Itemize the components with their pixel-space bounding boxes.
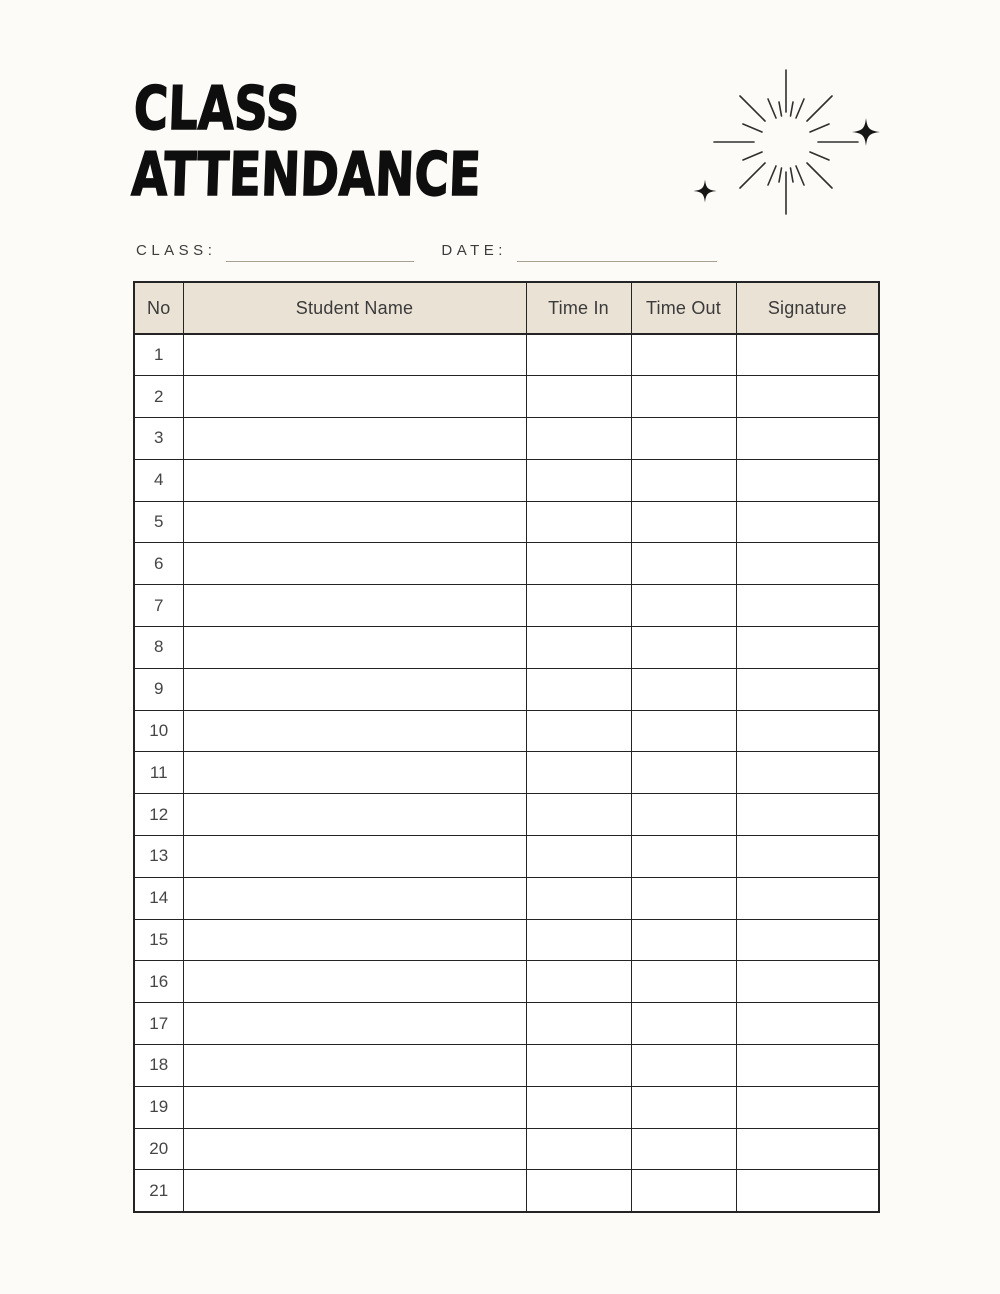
time-in-cell[interactable] bbox=[526, 627, 631, 669]
table-row bbox=[134, 836, 879, 878]
student-name-cell[interactable] bbox=[183, 1170, 526, 1212]
time-in-cell[interactable] bbox=[526, 668, 631, 710]
table-row bbox=[134, 1128, 879, 1170]
time-in-cell[interactable] bbox=[526, 418, 631, 460]
table-row bbox=[134, 877, 879, 919]
student-name-cell[interactable] bbox=[183, 1045, 526, 1087]
signature-cell[interactable] bbox=[736, 376, 879, 418]
signature-cell[interactable] bbox=[736, 794, 879, 836]
time-out-cell[interactable] bbox=[631, 961, 736, 1003]
row-number-cell: 7 bbox=[134, 585, 183, 627]
row-number-cell: 5 bbox=[134, 501, 183, 543]
student-name-cell[interactable] bbox=[183, 501, 526, 543]
student-name-cell[interactable] bbox=[183, 919, 526, 961]
signature-cell[interactable] bbox=[736, 961, 879, 1003]
row-number-cell: 16 bbox=[134, 961, 183, 1003]
time-out-cell[interactable] bbox=[631, 501, 736, 543]
row-number-cell: 19 bbox=[134, 1086, 183, 1128]
time-in-cell[interactable] bbox=[526, 334, 631, 376]
time-out-cell[interactable] bbox=[631, 585, 736, 627]
time-out-cell[interactable] bbox=[631, 919, 736, 961]
signature-cell[interactable] bbox=[736, 877, 879, 919]
signature-cell[interactable] bbox=[736, 752, 879, 794]
class-field-line[interactable] bbox=[226, 242, 414, 262]
table-row bbox=[134, 376, 879, 418]
time-out-cell[interactable] bbox=[631, 1170, 736, 1212]
row-number-cell: 2 bbox=[134, 376, 183, 418]
student-name-cell[interactable] bbox=[183, 710, 526, 752]
signature-cell[interactable] bbox=[736, 627, 879, 669]
time-in-cell[interactable] bbox=[526, 1170, 631, 1212]
signature-cell[interactable] bbox=[736, 1128, 879, 1170]
signature-cell[interactable] bbox=[736, 418, 879, 460]
table-row bbox=[134, 961, 879, 1003]
table-row bbox=[134, 1045, 879, 1087]
signature-cell[interactable] bbox=[736, 710, 879, 752]
header-no: No bbox=[134, 282, 183, 334]
signature-cell[interactable] bbox=[736, 334, 879, 376]
date-field-line[interactable] bbox=[517, 242, 717, 262]
time-in-cell[interactable] bbox=[526, 1128, 631, 1170]
table-row bbox=[134, 501, 879, 543]
time-in-cell[interactable] bbox=[526, 877, 631, 919]
date-field-label: DATE: bbox=[441, 242, 507, 259]
time-in-cell[interactable] bbox=[526, 752, 631, 794]
time-out-cell[interactable] bbox=[631, 877, 736, 919]
time-in-cell[interactable] bbox=[526, 501, 631, 543]
signature-cell[interactable] bbox=[736, 1045, 879, 1087]
class-field-label: CLASS: bbox=[136, 242, 217, 259]
student-name-cell[interactable] bbox=[183, 334, 526, 376]
table-row bbox=[134, 752, 879, 794]
time-in-cell[interactable] bbox=[526, 1086, 631, 1128]
time-in-cell[interactable] bbox=[526, 585, 631, 627]
row-number-cell: 11 bbox=[134, 752, 183, 794]
signature-cell[interactable] bbox=[736, 501, 879, 543]
row-number-cell: 17 bbox=[134, 1003, 183, 1045]
student-name-cell[interactable] bbox=[183, 627, 526, 669]
signature-cell[interactable] bbox=[736, 919, 879, 961]
row-number-cell: 20 bbox=[134, 1128, 183, 1170]
time-out-cell[interactable] bbox=[631, 1003, 736, 1045]
time-in-cell[interactable] bbox=[526, 794, 631, 836]
row-number-cell: 13 bbox=[134, 836, 183, 878]
signature-cell[interactable] bbox=[736, 585, 879, 627]
time-out-cell[interactable] bbox=[631, 668, 736, 710]
time-out-cell[interactable] bbox=[631, 1045, 736, 1087]
student-name-cell[interactable] bbox=[183, 961, 526, 1003]
signature-cell[interactable] bbox=[736, 1086, 879, 1128]
row-number-cell: 18 bbox=[134, 1045, 183, 1087]
time-out-cell[interactable] bbox=[631, 836, 736, 878]
time-in-cell[interactable] bbox=[526, 836, 631, 878]
row-number-cell: 4 bbox=[134, 459, 183, 501]
signature-cell[interactable] bbox=[736, 543, 879, 585]
signature-cell[interactable] bbox=[736, 836, 879, 878]
student-name-cell[interactable] bbox=[183, 836, 526, 878]
student-name-cell[interactable] bbox=[183, 1086, 526, 1128]
student-name-cell[interactable] bbox=[183, 585, 526, 627]
table-row bbox=[134, 919, 879, 961]
table-row bbox=[134, 543, 879, 585]
time-out-cell[interactable] bbox=[631, 627, 736, 669]
table-row bbox=[134, 710, 879, 752]
student-name-cell[interactable] bbox=[183, 543, 526, 585]
time-in-cell[interactable] bbox=[526, 376, 631, 418]
table-row bbox=[134, 1086, 879, 1128]
signature-cell[interactable] bbox=[736, 459, 879, 501]
student-name-cell[interactable] bbox=[183, 877, 526, 919]
student-name-cell[interactable] bbox=[183, 376, 526, 418]
starburst-rays bbox=[714, 70, 858, 214]
table-row bbox=[134, 459, 879, 501]
page-title-line2: ATTENDANCE bbox=[130, 140, 482, 210]
table-row bbox=[134, 1170, 879, 1212]
signature-cell[interactable] bbox=[736, 1003, 879, 1045]
table-row bbox=[134, 1003, 879, 1045]
table-row bbox=[134, 334, 879, 376]
time-out-cell[interactable] bbox=[631, 794, 736, 836]
signature-cell[interactable] bbox=[736, 1170, 879, 1212]
header-time-out: Time Out bbox=[631, 282, 736, 334]
starburst-icon bbox=[678, 62, 890, 222]
time-out-cell[interactable] bbox=[631, 459, 736, 501]
page-title bbox=[130, 76, 484, 208]
table-row bbox=[134, 668, 879, 710]
table-row bbox=[134, 627, 879, 669]
row-number-cell: 12 bbox=[134, 794, 183, 836]
row-number-cell: 10 bbox=[134, 710, 183, 752]
time-in-cell[interactable] bbox=[526, 1045, 631, 1087]
student-name-cell[interactable] bbox=[183, 1003, 526, 1045]
page-title-line1: CLASS bbox=[132, 74, 301, 144]
row-number-cell: 1 bbox=[134, 334, 183, 376]
time-out-cell[interactable] bbox=[631, 543, 736, 585]
student-name-cell[interactable] bbox=[183, 668, 526, 710]
time-out-cell[interactable] bbox=[631, 710, 736, 752]
time-out-cell[interactable] bbox=[631, 376, 736, 418]
student-name-cell[interactable] bbox=[183, 418, 526, 460]
time-out-cell[interactable] bbox=[631, 752, 736, 794]
time-in-cell[interactable] bbox=[526, 961, 631, 1003]
student-name-cell[interactable] bbox=[183, 794, 526, 836]
signature-cell[interactable] bbox=[736, 668, 879, 710]
header-signature: Signature bbox=[736, 282, 879, 334]
student-name-cell[interactable] bbox=[183, 1128, 526, 1170]
header-student-name: Student Name bbox=[183, 282, 526, 334]
time-in-cell[interactable] bbox=[526, 1003, 631, 1045]
time-out-cell[interactable] bbox=[631, 334, 736, 376]
attendance-table-header bbox=[134, 282, 879, 334]
row-number-cell: 9 bbox=[134, 668, 183, 710]
student-name-cell[interactable] bbox=[183, 752, 526, 794]
header-time-in: Time In bbox=[526, 282, 631, 334]
table-row bbox=[134, 585, 879, 627]
row-number-cell: 8 bbox=[134, 627, 183, 669]
time-in-cell[interactable] bbox=[526, 459, 631, 501]
time-out-cell[interactable] bbox=[631, 418, 736, 460]
attendance-table-body bbox=[134, 334, 879, 1212]
time-in-cell[interactable] bbox=[526, 710, 631, 752]
row-number-cell: 6 bbox=[134, 543, 183, 585]
time-in-cell[interactable] bbox=[526, 919, 631, 961]
attendance-table bbox=[133, 281, 880, 1213]
student-name-cell[interactable] bbox=[183, 459, 526, 501]
time-out-cell[interactable] bbox=[631, 1086, 736, 1128]
row-number-cell: 14 bbox=[134, 877, 183, 919]
time-in-cell[interactable] bbox=[526, 543, 631, 585]
row-number-cell: 21 bbox=[134, 1170, 183, 1212]
table-row bbox=[134, 418, 879, 460]
row-number-cell: 3 bbox=[134, 418, 183, 460]
table-row bbox=[134, 794, 879, 836]
time-out-cell[interactable] bbox=[631, 1128, 736, 1170]
sparkle-icon bbox=[694, 180, 717, 203]
row-number-cell: 15 bbox=[134, 919, 183, 961]
header-fields bbox=[136, 236, 717, 262]
